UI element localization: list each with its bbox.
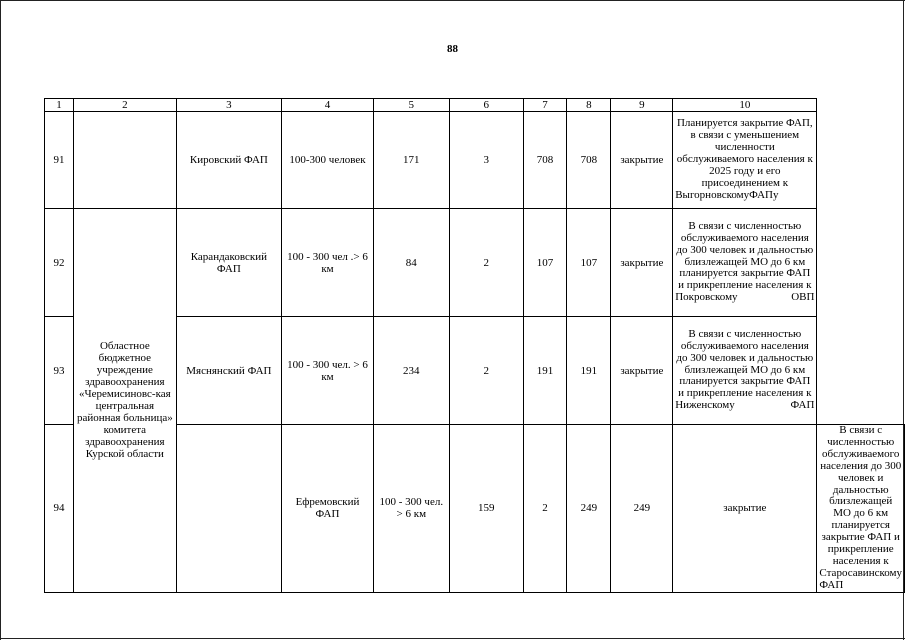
empty-cell — [73, 112, 176, 209]
page-border-top — [0, 0, 905, 1]
value-col6: 2 — [523, 425, 566, 593]
value-col5: 159 — [449, 425, 523, 593]
header-cell: 3 — [176, 99, 281, 112]
header-row — [45, 99, 905, 112]
table-row — [45, 209, 905, 317]
header-cell: 4 — [281, 99, 373, 112]
header-cell: 10 — [673, 99, 817, 112]
value-col5: 84 — [374, 209, 449, 317]
action: закрытие — [673, 425, 817, 593]
header-cell: 1 — [45, 99, 74, 112]
organization-name: Областное бюджетное учреждение здравоохранения «Черемисиновс-кая центральная районная больница» комитета здравоохранения Курской области — [73, 209, 176, 593]
fap-name: Кировский ФАП — [176, 112, 281, 209]
population-range: 100 - 300 чел. > 6 км — [374, 425, 449, 593]
action: закрытие — [611, 317, 673, 425]
population-range: 100 - 300 чел. > 6 км — [281, 317, 373, 425]
header-cell: 5 — [374, 99, 449, 112]
value-col6: 3 — [449, 112, 523, 209]
value-col8: 107 — [567, 209, 611, 317]
row-number: 92 — [45, 209, 74, 317]
page-number: 88 — [447, 43, 458, 55]
value-col8: 249 — [611, 425, 673, 593]
empty-cell — [176, 425, 281, 593]
row-number: 94 — [45, 425, 74, 593]
value-col7: 708 — [523, 112, 566, 209]
page-border-bottom — [0, 638, 905, 639]
data-table — [44, 98, 905, 593]
fap-name: Карандаковский ФАП — [176, 209, 281, 317]
note: Планируется закрытие ФАП, в связи с уменьшением численности обслуживаемого населения к 2025 году и его присоединением к ВыгорновскомуФАПу — [673, 112, 817, 209]
page-border-left — [0, 0, 1, 640]
value-col7: 191 — [523, 317, 566, 425]
action: закрытие — [611, 112, 673, 209]
value-col7: 107 — [523, 209, 566, 317]
value-col8: 708 — [567, 112, 611, 209]
row-number: 93 — [45, 317, 74, 425]
header-cell: 8 — [567, 99, 611, 112]
value-col6: 2 — [449, 209, 523, 317]
value-col5: 171 — [374, 112, 449, 209]
header-cell: 9 — [611, 99, 673, 112]
value-col5: 234 — [374, 317, 449, 425]
note: В связи с численностью обслуживаемого населения до 300 человек и дальностью близлежащей МО до 6 км планируется закрытие ФАП и прикрепление населения к Ниженскому ФАП — [673, 317, 817, 425]
row-number: 91 — [45, 112, 74, 209]
value-col8: 191 — [567, 317, 611, 425]
value-col6: 2 — [449, 317, 523, 425]
value-col7: 249 — [567, 425, 611, 593]
fap-name: Ефремовский ФАП — [281, 425, 373, 593]
population-range: 100-300 человек — [281, 112, 373, 209]
header-cell: 7 — [523, 99, 566, 112]
table-row — [45, 112, 905, 209]
header-cell: 6 — [449, 99, 523, 112]
note: В связи с численностью обслуживаемого населения до 300 человек и дальностью близлежащей МО до 6 км планируется закрытие ФАП и прикрепление населения к Старосавинскому ФАП — [817, 425, 905, 593]
note: В связи с численностью обслуживаемого населения до 300 человек и дальностью близлежащей МО до 6 км планируется закрытие ФАП и прикрепление населения к Покровскому ОВП — [673, 209, 817, 317]
header-cell: 2 — [73, 99, 176, 112]
fap-name: Мяснянский ФАП — [176, 317, 281, 425]
action: закрытие — [611, 209, 673, 317]
population-range: 100 - 300 чел .> 6 км — [281, 209, 373, 317]
